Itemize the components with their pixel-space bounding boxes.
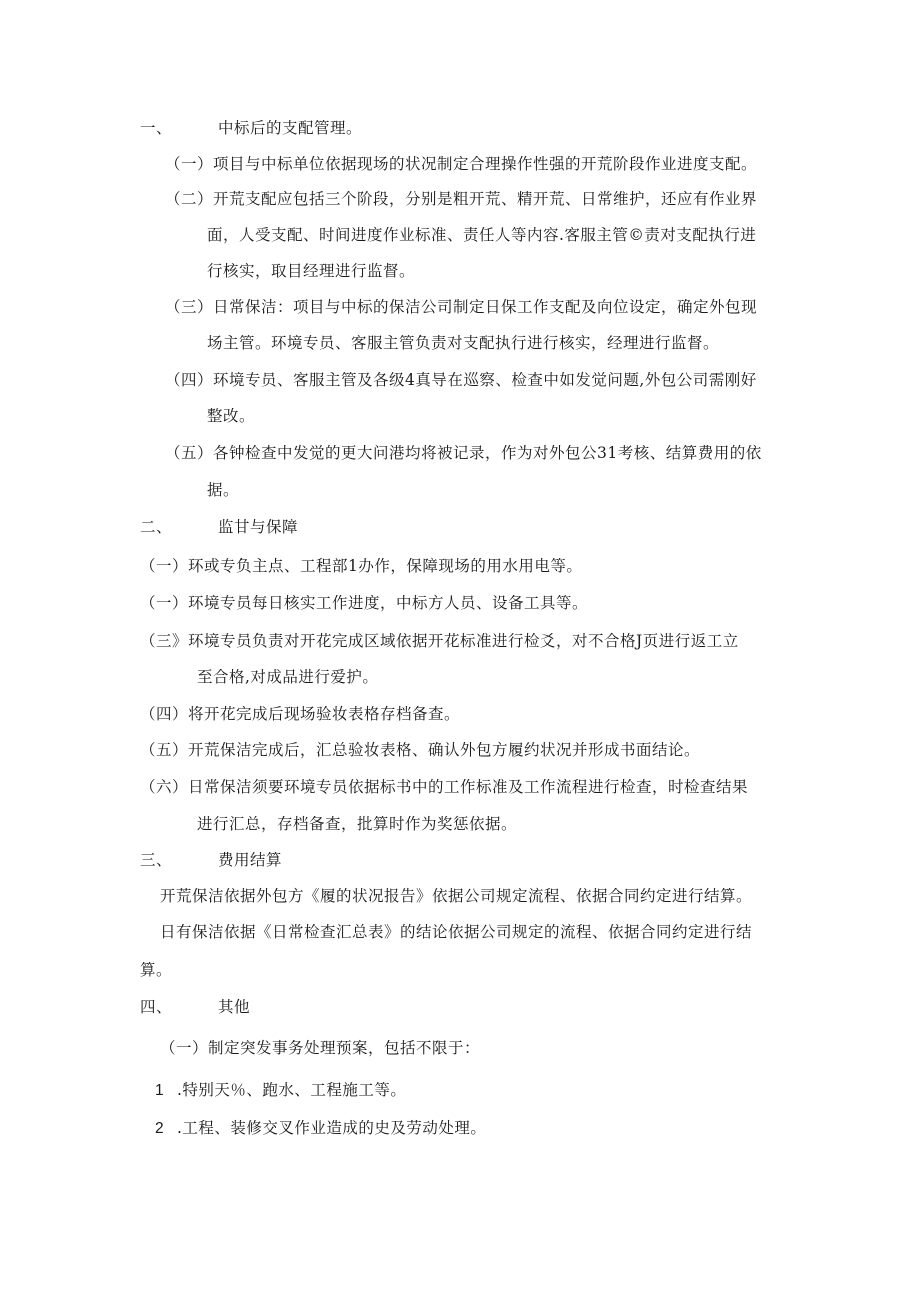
section-number: 四、 <box>140 998 173 1016</box>
list-marker: 1 <box>155 1082 165 1099</box>
paragraph-line: （一）项目与中标单位依据现场的状况制定合理操作性强的开荒阶段作业进度支配。 <box>165 155 758 173</box>
section-title: 费用结算 <box>218 851 283 869</box>
paragraph-line: 据。 <box>207 481 240 499</box>
list-item-text: .工程、装修交叉作业造成的史及劳动处理。 <box>177 1119 487 1137</box>
paragraph-line: 进行汇总，存档备查，批算时作为奖惩依据。 <box>197 815 518 833</box>
paragraph-line: 场主管。环境专员、客服主管负责对支配执行进行核实，经理进行监督。 <box>207 334 720 352</box>
section-title: 中标后的支配管理。 <box>218 119 363 137</box>
list-marker: 2 <box>155 1120 165 1137</box>
paragraph-line: （五）各钟检查中发觉的更大问港均将被记录，作为对外包公31考核、结算费用的依 <box>165 444 762 462</box>
list-item <box>155 1080 406 1101</box>
paragraph-line: （三》环境专员负责对开花完成区域依据开花标准进行检爻，对不合格J页进行返工立 <box>140 632 739 650</box>
paragraph-line: （一）制定突发事务处理预案，包括不限于： <box>160 1039 481 1057</box>
paragraph-line: （三）日常保洁：项目与中标的保洁公司制定日保工作支配及向位设定，确定外包现 <box>165 298 758 316</box>
paragraph-line: （二）开荒支配应包括三个阶段，分别是粗开荒、精开荒、日常维护，还应有作业界 <box>165 190 758 208</box>
section-number: 一、 <box>140 119 173 137</box>
section-heading <box>140 997 250 1017</box>
paragraph-line: 开荒保洁依据外包方《履的状况报告》依据公司规定流程、依据合同约定进行结算。 <box>160 887 753 905</box>
paragraph-line: 至合格,对成品进行爱护。 <box>197 668 379 686</box>
section-title: 监甘与保障 <box>218 518 299 536</box>
paragraph-line: （五）开荒保洁完成后，汇总验妆表格、确认外包方履约状况并形成书面结论。 <box>140 741 701 759</box>
section-number: 二、 <box>140 518 173 536</box>
paragraph-line: （四）环境专员、客服主管及各级4真导在巡察、检查中如发觉问题,外包公司需刚好 <box>165 371 757 389</box>
paragraph-line: （四）将开花完成后现场验妆表格存档备查。 <box>140 705 461 723</box>
list-item-text: .特别天％、跑水、工程施工等。 <box>177 1081 407 1099</box>
section-heading <box>140 517 298 537</box>
list-item <box>155 1118 486 1139</box>
section-heading <box>140 118 362 138</box>
paragraph-line: （一）环或专负主点、工程部1办作，保障现场的用水用电等。 <box>140 557 583 575</box>
section-heading <box>140 850 282 870</box>
paragraph-line: （六）日常保洁须要环境专员依据标书中的工作标准及工作流程进行检查，时检查结果 <box>140 778 749 796</box>
paragraph-line: 算。 <box>140 961 173 979</box>
paragraph-line: 日有保洁依据《日常检查汇总表》的结论依据公司规定的流程、依据合同约定进行结 <box>160 923 753 941</box>
section-number: 三、 <box>140 851 173 869</box>
paragraph-line: 整改。 <box>207 407 256 425</box>
paragraph-line: （一）环境专员每日核实工作进度，中标方人员、设备工具等。 <box>140 594 589 612</box>
paragraph-line: 行核实，取目经理进行监督。 <box>207 262 416 280</box>
paragraph-line: 面，人受支配、时间进度作业标准、责任人等内容.客服主管©责对支配执行进 <box>207 226 757 244</box>
section-title: 其他 <box>218 998 251 1016</box>
